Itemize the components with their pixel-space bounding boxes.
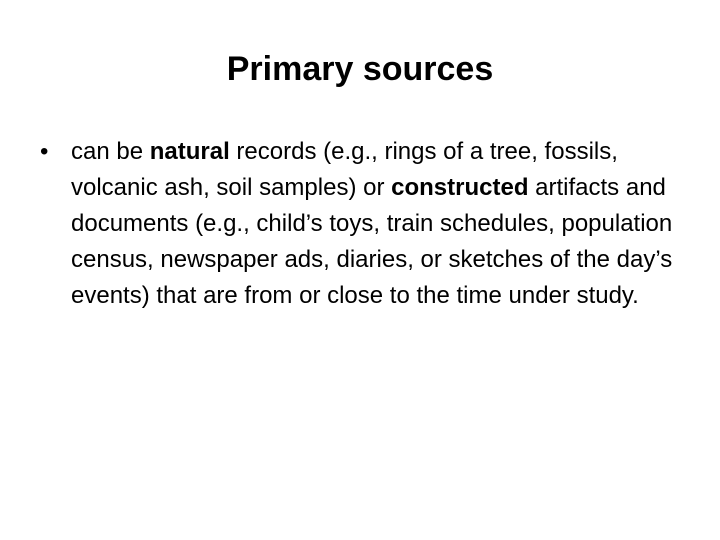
- bullet-item: [36, 134, 686, 314]
- bullet-text-emphasis-constructed: constructed: [391, 174, 529, 201]
- bullet-marker: •: [40, 138, 49, 165]
- slide-title: Primary sources: [226, 50, 494, 88]
- bullet-text-segment: artifacts and documents (e.g., child’s toys, train schedules, population census, newspaper ads, diaries, or sketches of the day’s events) that are from or close to the time under study.: [71, 174, 673, 309]
- bullet-text-segment: records (e.g., rings of a tree, fossils, volcanic ash, soil samples) or: [71, 138, 618, 201]
- bullet-list: [36, 134, 686, 314]
- bullet-text-segment: can be: [71, 138, 150, 165]
- bullet-text-emphasis-natural: natural: [149, 138, 230, 165]
